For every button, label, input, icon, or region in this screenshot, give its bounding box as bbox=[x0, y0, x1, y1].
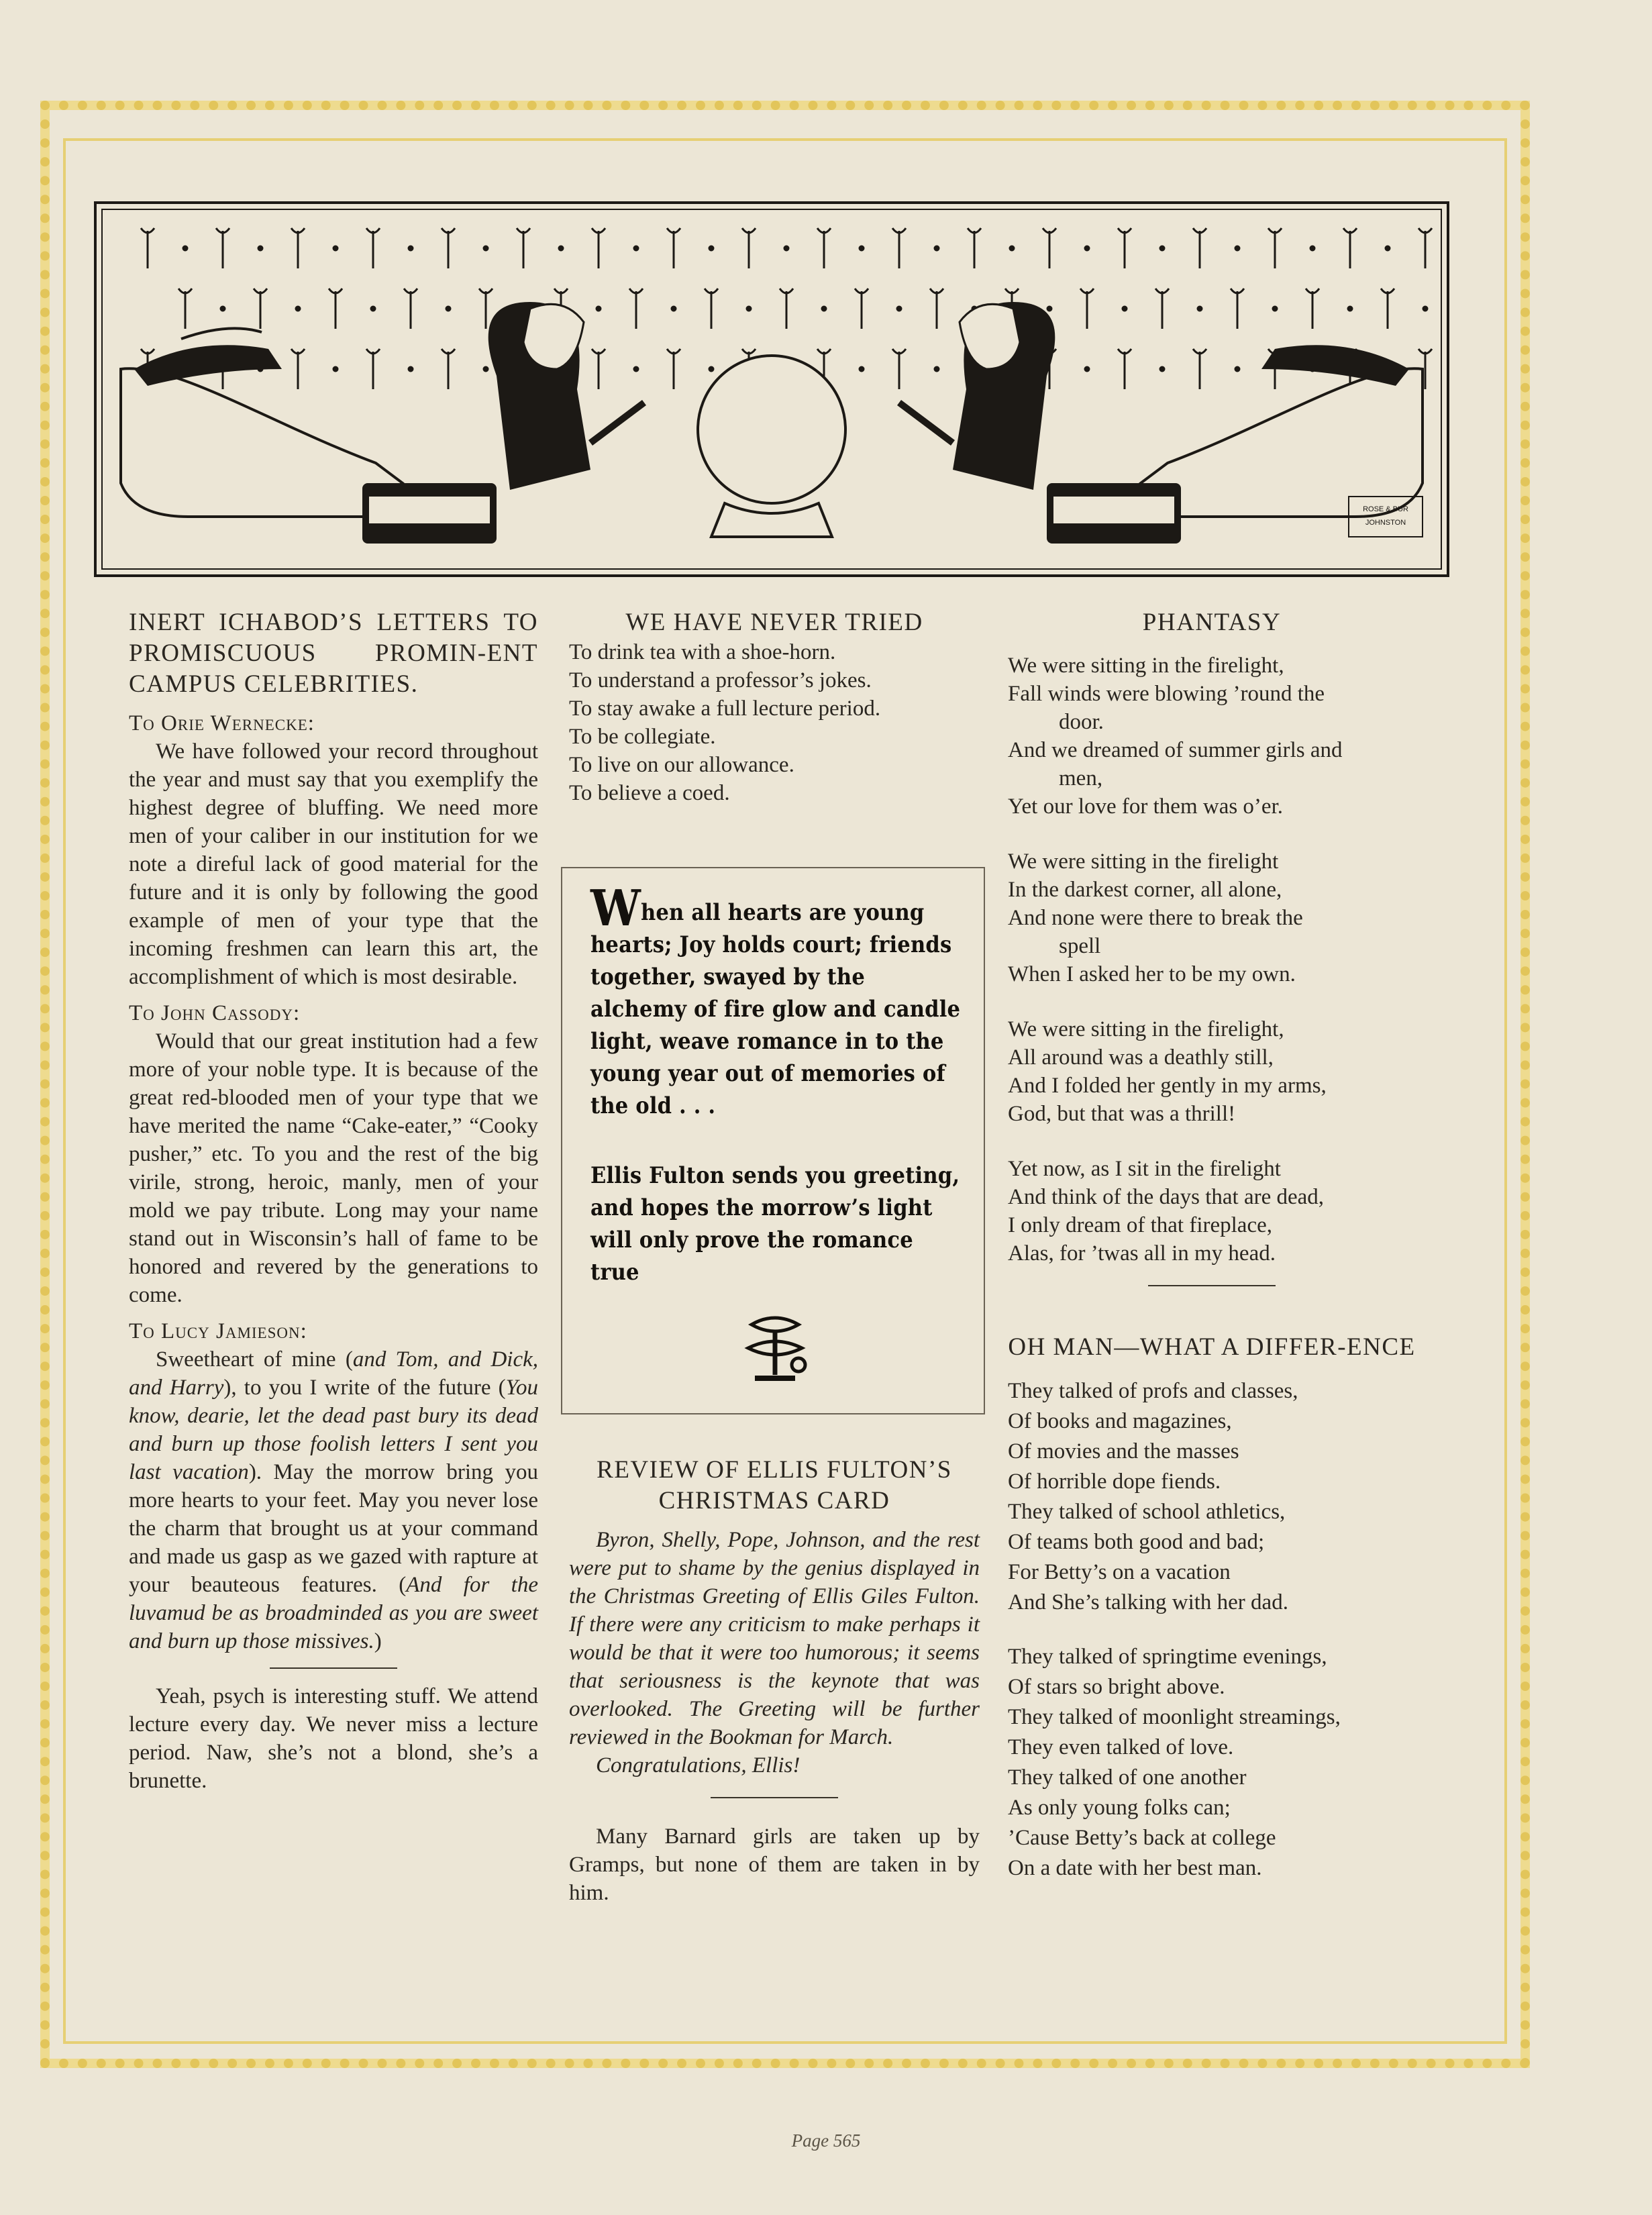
poem-stanza bbox=[1008, 652, 1416, 821]
poem-line: Of movies and the masses bbox=[1008, 1439, 1239, 1463]
poem-line: We were sitting in the firelight, bbox=[1008, 654, 1284, 678]
poem-line: They talked of profs and classes, bbox=[1008, 1379, 1298, 1403]
list-item: To live on our allowance. bbox=[569, 753, 794, 777]
poem-line: They talked of one another bbox=[1008, 1765, 1247, 1790]
header-illustration bbox=[94, 201, 1449, 577]
card-paragraph: hen all hearts are young hearts; Joy holds court; friends together, swayed by the alchemy of fire glow and candle light, weave romance in to the young year out of memories of the old . . . bbox=[590, 899, 961, 1119]
poem-line: On a date with her best man. bbox=[1008, 1856, 1262, 1880]
poem-line: We were sitting in the firelight, bbox=[1008, 1017, 1284, 1041]
poem-line: All around was a deathly still, bbox=[1008, 1045, 1274, 1070]
poem-line: Of horrible dope fiends. bbox=[1008, 1470, 1221, 1494]
letter-body-mixed bbox=[129, 1345, 538, 1655]
poem-line: Of books and magazines, bbox=[1008, 1409, 1232, 1433]
poem-stanza bbox=[1008, 847, 1416, 988]
poem-line: As only young folks can; bbox=[1008, 1796, 1231, 1820]
left-figure bbox=[121, 302, 644, 544]
poem-stanza bbox=[1008, 1642, 1416, 1884]
review-body: Byron, Shelly, Pope, Johnson, and the rest were put to shame by the genius displayed in the Christmas Greeting of Ellis Giles Fulton. If there were any criticism to make perhaps it would be that it were too humorous; it seems that seriousness is the keynote that was overlooked. The Greeting will be further reviewed in the Bookman for March. bbox=[569, 1528, 980, 1749]
crystal-ball bbox=[698, 356, 845, 503]
letter-body: We have followed your record throughout the year and must say that you exemplify the highest degree of bluffing. We need more men of your caliber in our institution for we note a direful lack of good material for the future and it is only by following the good example of men of your type that the incoming freshmen can learn this art, the accomplishment of which is most desirable. bbox=[129, 739, 538, 989]
letter-text-run: ), to you I write of the future ( bbox=[223, 1376, 506, 1400]
never-tried-title: WE HAVE NEVER TRIED bbox=[625, 609, 923, 636]
poem-line: For Betty’s on a vacation bbox=[1008, 1560, 1231, 1584]
poem-line: We were sitting in the firelight bbox=[1008, 849, 1279, 874]
poem-line: And think of the days that are dead, bbox=[1008, 1185, 1325, 1209]
poem-line: They even talked of love. bbox=[1008, 1735, 1234, 1759]
difference-title: OH MAN—WHAT A DIFFER-ENCE bbox=[1008, 1333, 1416, 1361]
letter-text-run: And for the luvamud be as broadminded as you are sweet and burn up those missives. bbox=[129, 1573, 538, 1653]
review-section bbox=[569, 1455, 980, 1907]
review-signoff: Congratulations, Ellis! bbox=[596, 1753, 801, 1778]
poem-line: God, but that was a thrill! bbox=[1008, 1102, 1236, 1126]
letter-salutation: To Orie Wernecke: bbox=[129, 711, 315, 735]
column-middle bbox=[569, 607, 980, 807]
poem-line: They talked of school athletics, bbox=[1008, 1500, 1286, 1524]
list-item: To stay awake a full lecture period. bbox=[569, 697, 881, 721]
right-figure bbox=[899, 302, 1423, 544]
poem-stanza bbox=[1008, 1015, 1416, 1128]
poem-line: men, bbox=[1059, 766, 1103, 790]
letter-text-run: and Tom, and Dick, and Harry bbox=[129, 1347, 539, 1400]
letter-text-run: Sweetheart of mine ( bbox=[156, 1347, 353, 1372]
column-right bbox=[1008, 607, 1416, 1884]
christmas-card-box bbox=[561, 867, 985, 1414]
review-title: REVIEW OF ELLIS FULTON’S CHRISTMAS CARD bbox=[597, 1456, 952, 1514]
list-item: To believe a coed. bbox=[569, 781, 730, 805]
poem-line: And none were there to break the bbox=[1008, 906, 1303, 930]
never-tried-list bbox=[569, 638, 980, 807]
poem-line: They talked of moonlight streamings, bbox=[1008, 1705, 1341, 1729]
letter-body: Would that our great institution had a few more of your noble type. It is because of the great red-blooded men of your type that we have merited the name “Cake-eater,” “Cooky pusher,” etc. To you and the rest of the big virile, strong, heroic, manly, men of your mold we pay tribute. Long may your name stand out in Wisconsin’s hall of fame to be honored and revered by the generations to come. bbox=[129, 1029, 538, 1307]
letter-salutation: To Lucy Jamieson: bbox=[129, 1319, 307, 1343]
poem-line: Of stars so bright above. bbox=[1008, 1675, 1225, 1699]
svg-text:JOHNSTON: JOHNSTON bbox=[1365, 519, 1406, 527]
christmas-card-text bbox=[590, 880, 965, 1288]
poem-stanza bbox=[1008, 1376, 1416, 1618]
poem-line: Alas, for ’twas all in my head. bbox=[1008, 1241, 1276, 1266]
card-greeting: Ellis Fulton sends you greeting, and hopes the morrow’s light will only prove the romance true bbox=[590, 1162, 960, 1286]
poem-line: door. bbox=[1059, 710, 1104, 734]
letters-title: INERT ICHABOD’S LETTERS TO PROMISCUOUS PROMIN-ENT CAMPUS CELEBRITIES. bbox=[129, 609, 538, 698]
phantasy-title: PHANTASY bbox=[1142, 609, 1282, 636]
list-item: To understand a professor’s jokes. bbox=[569, 668, 872, 692]
letter-text-run: ). May the morrow bring you more hearts to your feet. May you never lose the charm that brought us at your command and made us gasp as we gazed with rapture at your beauteous features. ( bbox=[129, 1460, 538, 1597]
poem-line: And She’s talking with her dad. bbox=[1008, 1590, 1288, 1614]
letter-salutation: To John Cassody: bbox=[129, 1001, 301, 1025]
poem-line: In the darkest corner, all alone, bbox=[1008, 878, 1282, 902]
poem-line: Yet now, as I sit in the firelight bbox=[1008, 1157, 1281, 1181]
barnard-paragraph: Many Barnard girls are taken up by Gramps, but none of them are taken in by him. bbox=[569, 1824, 980, 1905]
letter-text-run: ) bbox=[374, 1629, 382, 1653]
poem-line: ’Cause Betty’s back at college bbox=[1008, 1826, 1276, 1850]
monogram-icon bbox=[738, 1311, 812, 1392]
poem-line: spell bbox=[1059, 934, 1101, 958]
column-left bbox=[129, 607, 538, 1795]
psych-paragraph: Yeah, psych is interesting stuff. We attend lecture every day. We never miss a lecture period. Naw, she’s not a blond, she’s a brunette. bbox=[129, 1684, 538, 1793]
page-number: Page 565 bbox=[791, 2130, 861, 2151]
list-item: To be collegiate. bbox=[569, 725, 716, 749]
poem-line: Fall winds were blowing ’round the bbox=[1008, 682, 1325, 706]
poem-line: And we dreamed of summer girls and bbox=[1008, 738, 1343, 762]
poem-line: And I folded her gently in my arms, bbox=[1008, 1074, 1327, 1098]
poem-line: I only dream of that fireplace, bbox=[1008, 1213, 1272, 1237]
drop-cap: W bbox=[590, 880, 641, 937]
poem-stanza bbox=[1008, 1155, 1416, 1268]
poem-line: They talked of springtime evenings, bbox=[1008, 1645, 1327, 1669]
poem-line: When I asked her to be my own. bbox=[1008, 962, 1296, 986]
poem-line: Yet our love for them was o’er. bbox=[1008, 794, 1283, 819]
list-item: To drink tea with a shoe-horn. bbox=[569, 640, 836, 664]
letter-text-run: You know, dearie, let the dead past bury its dead and burn up those foolish letters I sent you last vacation bbox=[129, 1376, 538, 1484]
svg-text:ROSE & BUR: ROSE & BUR bbox=[1363, 505, 1408, 513]
poem-line: Of teams both good and bad; bbox=[1008, 1530, 1265, 1554]
